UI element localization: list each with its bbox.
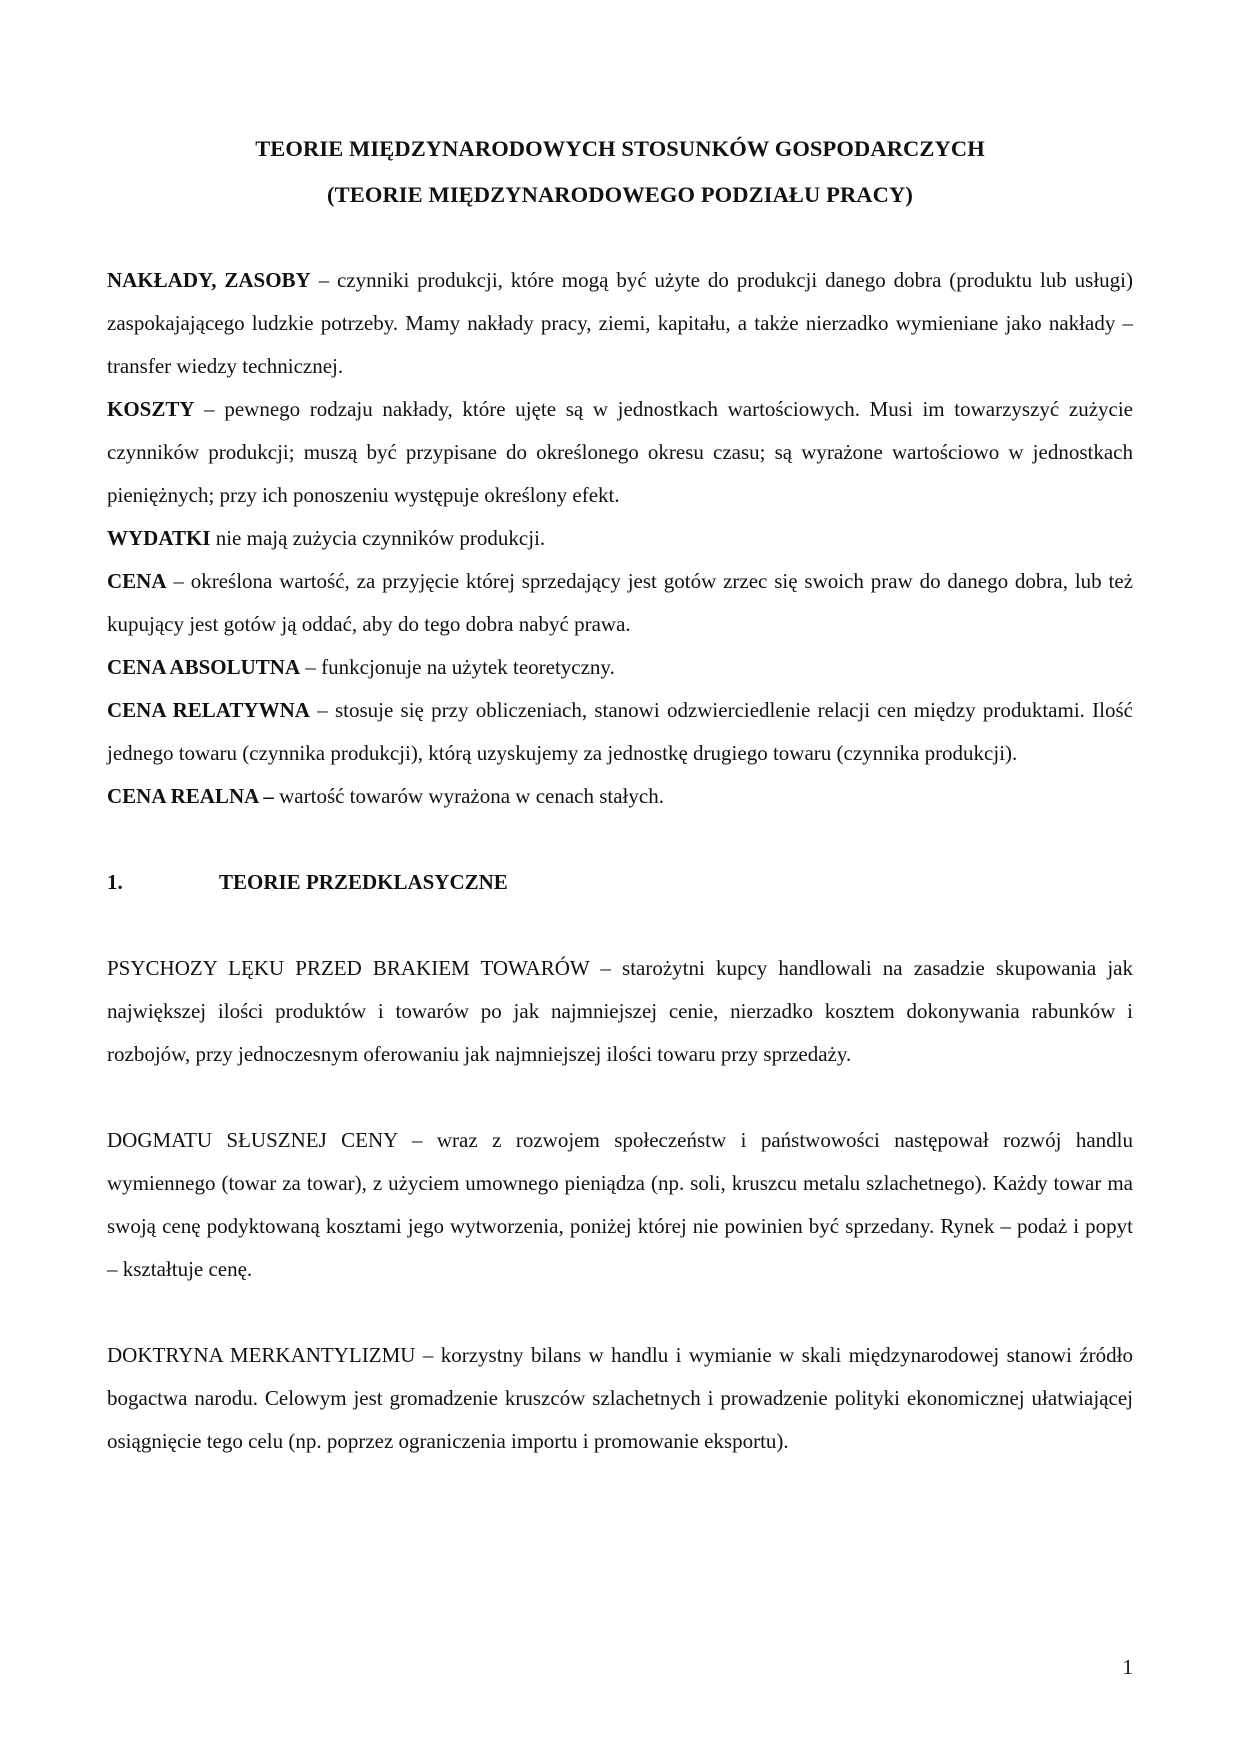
theories-list [107,947,1133,1463]
definition-term: CENA REALNA – [107,784,274,808]
theory-paragraph [107,1119,1133,1291]
definition-text: funkcjonuje na użytek teoretyczny. [321,655,615,679]
definition-paragraph [107,689,1133,775]
definition-paragraph [107,388,1133,517]
definition-text: określona wartość, za przyjęcie której sprzedający jest gotów zrzec się swoich praw do danego dobra, lub też kupujący jest gotów ją oddać, aby do tego dobra nabyć prawa. [107,569,1134,636]
definition-paragraph [107,517,1133,560]
definition-term: CENA [107,569,167,593]
definition-separator: – [310,268,337,292]
theory-paragraph [107,1334,1133,1463]
theory-name: PSYCHOZY LĘKU PRZED BRAKIEM TOWARÓW [107,956,590,980]
title-line-2: (TEORIE MIĘDZYNARODOWEGO PODZIAŁU PRACY) [327,182,913,207]
page-number: 1 [1122,1655,1133,1679]
section-heading [107,861,1133,904]
definition-text: wartość towarów wyrażona w cenach stałych. [279,784,664,808]
definition-term: WYDATKI [107,526,211,550]
theory-text: – korzystny bilans w handlu i wymianie w skali międzynarodowej stanowi źródło bogactwa narodu. Celowym jest gromadzenie kruszców szlachetnych i prowadzenie polityki ekonomicznej ułatwiającej osiągnięcie tego celu (np. poprzez ograniczenia importu i promowanie eksportu). [107,1343,1133,1453]
definition-term: CENA RELATYWNA [107,698,310,722]
definition-term: NAKŁADY, ZASOBY [107,268,311,292]
definition-paragraph [107,646,1133,689]
definition-text: czynniki produkcji, które mogą być użyte do produkcji danego dobra (produktu lub usługi) zaspokajającego ludzkie potrzeby. Mamy nakłady pracy, ziemi, kapitału, a także nierzadko wymieniane jako nakłady – transfer wiedzy technicznej. [107,268,1134,378]
definition-term: CENA ABSOLUTNA [107,655,301,679]
section-number: 1. [107,870,123,894]
definition-text: pewnego rodzaju nakłady, które ujęte są w jednostkach wartościowych. Musi im towarzyszyć zużycie czynników produkcji; muszą być przypisane do określonego okresu czasu; są wyrażone wartościowo w jednostkach pieniężnych; przy ich ponoszeniu występuje określony efekt. [107,397,1134,507]
theory-text: – starożytni kupcy handlowali na zasadzie skupowania jak największej ilości produktów i towarów po jak najmniejszej cenie, nierzadko kosztem dokonywania rabunków i rozbojów, przy jednoczesnym oferowaniu jak najmniejszej ilości towaru przy sprzedaży. [107,956,1133,1066]
definition-text: nie mają zużycia czynników produkcji. [215,526,546,550]
definition-paragraph [107,775,1133,818]
document-title [107,126,1133,218]
definition-paragraph [107,259,1133,388]
theory-name: DOGMATU SŁUSZNEJ CENY [107,1128,398,1152]
section-title: TEORIE PRZEDKLASYCZNE [219,870,508,894]
page-content [107,126,1133,1506]
definition-separator: – [309,698,335,722]
definitions-list [107,259,1133,818]
definition-paragraph [107,560,1133,646]
theory-text: – wraz z rozwojem społeczeństw i państwowości następował rozwój handlu wymiennego (towar za towar), z użyciem umownego pieniądza (np. soli, kruszcu metalu szlachetnego). Każdy towar ma swoją cenę podyktowaną kosztami jego wytworzenia, poniżej której nie powinien być sprzedany. Rynek – podaż i popyt – kształtuje cenę. [107,1128,1134,1281]
theory-paragraph [107,947,1133,1076]
title-line-1: TEORIE MIĘDZYNARODOWYCH STOSUNKÓW GOSPODARCZYCH [255,136,985,161]
definition-text: stosuje się przy obliczeniach, stanowi odzwierciedlenie relacji cen między produktami. Ilość jednego towaru (czynnika produkcji), którą uzyskujemy za jednostkę drugiego towaru (czynnika produkcji). [107,698,1134,765]
definition-separator: – [300,655,322,679]
definition-term: KOSZTY [107,397,195,421]
definition-separator: – [166,569,191,593]
definition-separator: – [194,397,225,421]
theory-name: DOKTRYNA MERKANTYLIZMU [107,1343,416,1367]
